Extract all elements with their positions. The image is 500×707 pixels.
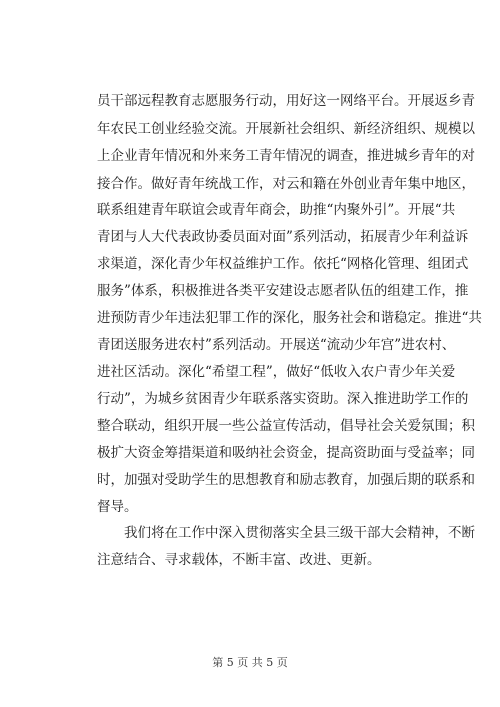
text-line: 注意结合、寻求载体，不断丰富、改进、更新。 — [97, 552, 381, 568]
text-line: 上企业青年情况和外来务工青年情况的调查，推进城乡青年的对 — [97, 148, 475, 164]
text-line: 时，加强对受助学生的思想教育和励志教育，加强后期的联系和 — [97, 472, 475, 488]
text-line: 进社区活动。深化“希望工程”，做好“低收入农户青少年关爱 — [97, 364, 456, 380]
text-line: 进预防青少年违法犯罪工作的深化，服务社会和谐稳定。推进“共 — [97, 310, 482, 326]
text-line: 年农民工创业经验交流。开展新社会组织、新经济组织、规模以 — [97, 121, 475, 137]
text-line: 青团送服务进农村”系列活动。开展送“流动少年宫”进农村、 — [97, 337, 456, 353]
text-line: 员干部远程教育志愿服务行动，用好这一网络平台。开展返乡青 — [97, 93, 475, 109]
text-line: 接合作。做好青年统战工作，对云和籍在外创业青年集中地区， — [97, 176, 475, 192]
page-number-footer: 第 5 页 共 5 页 — [212, 656, 288, 669]
text-line: 整合联动，组织开展一些公益宣传活动，倡导社会关爱氛围；积 — [97, 418, 475, 434]
text-line: 求渠道，深化青少年权益维护工作。依托“网格化管理、组团式 — [97, 256, 469, 272]
text-line: 青团与人大代表政协委员面对面”系列活动，拓展青少年利益诉 — [97, 229, 469, 245]
text-line: 我们将在工作中深入贯彻落实全县三级干部大会精神，不断 — [124, 525, 475, 541]
text-line: 行动”，为城乡贫困青少年联系落实资助。深入推进助学工作的 — [97, 391, 469, 407]
text-line: 督导。 — [97, 499, 138, 515]
text-line: 联系组建青年联谊会或青年商会，助推“内聚外引”。开展“共 — [97, 202, 456, 218]
text-line: 服务”体系，积极推进各类平安建设志愿者队伍的组建工作，推 — [97, 283, 469, 299]
text-line: 极扩大资金筹措渠道和吸纳社会资金，提高资助面与受益率；同 — [97, 445, 475, 461]
